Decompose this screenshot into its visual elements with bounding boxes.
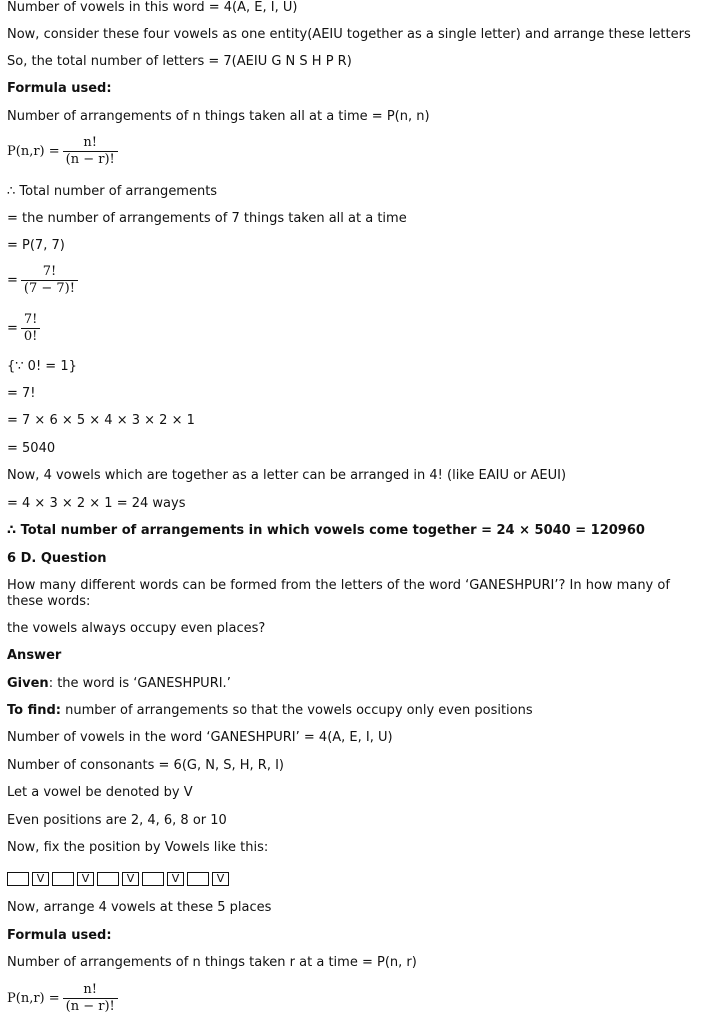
final-answer-line: ∴ Total number of arrangements in which vowels come together = 24 × 5040 = 120960 — [7, 523, 645, 538]
seven-things-line: = the number of arrangements of 7 things taken all at a time — [7, 211, 407, 226]
vowel-position-boxes — [7, 872, 229, 886]
to-find-label: To find: — [7, 703, 61, 718]
question-heading: 6 D. Question — [7, 551, 107, 566]
question-text: How many different words can be formed from the letters of the word ‘GANESHPURI’? In how many of these words: — [7, 578, 670, 609]
fraction-denominator: 0! — [21, 328, 41, 345]
formula-numerator: n! — [83, 135, 97, 150]
arrangements-formula-text: Number of arrangements of n things taken all at a time = P(n, n) — [7, 109, 430, 124]
vowels-entity-line: Now, consider these four vowels as one entity(AEIU together as a single letter) and arrange these letters — [7, 27, 691, 42]
fix-position-line: Now, fix the position by Vowels like this: — [7, 840, 269, 855]
formula-lhs: P(n,r) = — [7, 144, 60, 159]
position-box — [97, 872, 119, 886]
zero-factorial-note: {∵ 0! = 1} — [7, 359, 77, 374]
position-box — [52, 872, 74, 886]
arrangements-r-formula-text: Number of arrangements of n things taken r at a time = P(n, r) — [7, 955, 417, 970]
fraction-7-over-0 — [7, 312, 40, 345]
given-label: Given — [7, 676, 49, 691]
result-5040-line: = 5040 — [7, 441, 56, 456]
position-box — [142, 872, 164, 886]
position-box: V — [212, 872, 229, 886]
seven-factorial-line: = 7! — [7, 386, 36, 401]
position-box: V — [32, 872, 49, 886]
formula-denominator: (n − r)! — [63, 998, 118, 1015]
answer-heading: Answer — [7, 648, 62, 663]
fraction-denominator: (7 − 7)! — [21, 280, 78, 297]
permutation-formula — [7, 135, 118, 168]
position-box — [187, 872, 209, 886]
even-positions-line: Even positions are 2, 4, 6, 8 or 10 — [7, 813, 227, 828]
ways-24-line: = 4 × 3 × 2 × 1 = 24 ways — [7, 496, 186, 511]
arrange-vowels-line: Now, arrange 4 vowels at these 5 places — [7, 900, 272, 915]
equals-sign: = — [7, 321, 18, 336]
given-text: : the word is ‘GANESHPURI.’ — [48, 676, 231, 691]
position-box: V — [77, 872, 94, 886]
position-box — [7, 872, 29, 886]
permutation-formula-2 — [7, 982, 118, 1015]
position-box: V — [122, 872, 139, 886]
vowel-count-line: Number of vowels in this word = 4(A, E, I, U) — [7, 0, 298, 15]
factorial-expansion-line: = 7 × 6 × 5 × 4 × 3 × 2 × 1 — [7, 413, 195, 428]
fraction-numerator: 7! — [42, 264, 57, 279]
consonants-line: Number of consonants = 6(G, N, S, H, R, I) — [7, 758, 284, 773]
formula-used-heading: Formula used: — [7, 81, 112, 96]
p77-line: = P(7, 7) — [7, 238, 65, 253]
vowel-denotation-line: Let a vowel be denoted by V — [7, 785, 193, 800]
vowel-arrangement-line: Now, 4 vowels which are together as a letter can be arranged in 4! (like EAIU or AEUI) — [7, 468, 567, 483]
formula-numerator: n! — [83, 982, 97, 997]
total-letters-line: So, the total number of letters = 7(AEIU G N S H P R) — [7, 54, 352, 69]
total-arrangements-line: ∴ Total number of arrangements — [7, 184, 218, 199]
position-box: V — [167, 872, 184, 886]
formula-lhs: P(n,r) = — [7, 991, 60, 1006]
fraction-numerator: 7! — [23, 312, 38, 327]
to-find-line — [7, 703, 533, 719]
formula-used-heading-2: Formula used: — [7, 928, 112, 943]
given-line — [7, 676, 231, 692]
question-subpart: the vowels always occupy even places? — [7, 621, 266, 636]
fraction-7-over-7minus7 — [7, 264, 78, 297]
formula-denominator: (n − r)! — [63, 151, 118, 168]
vowels-in-word-line: Number of vowels in the word ‘GANESHPURI’ = 4(A, E, I, U) — [7, 730, 393, 745]
equals-sign: = — [7, 273, 18, 288]
to-find-text: number of arrangements so that the vowels occupy only even positions — [61, 703, 533, 718]
